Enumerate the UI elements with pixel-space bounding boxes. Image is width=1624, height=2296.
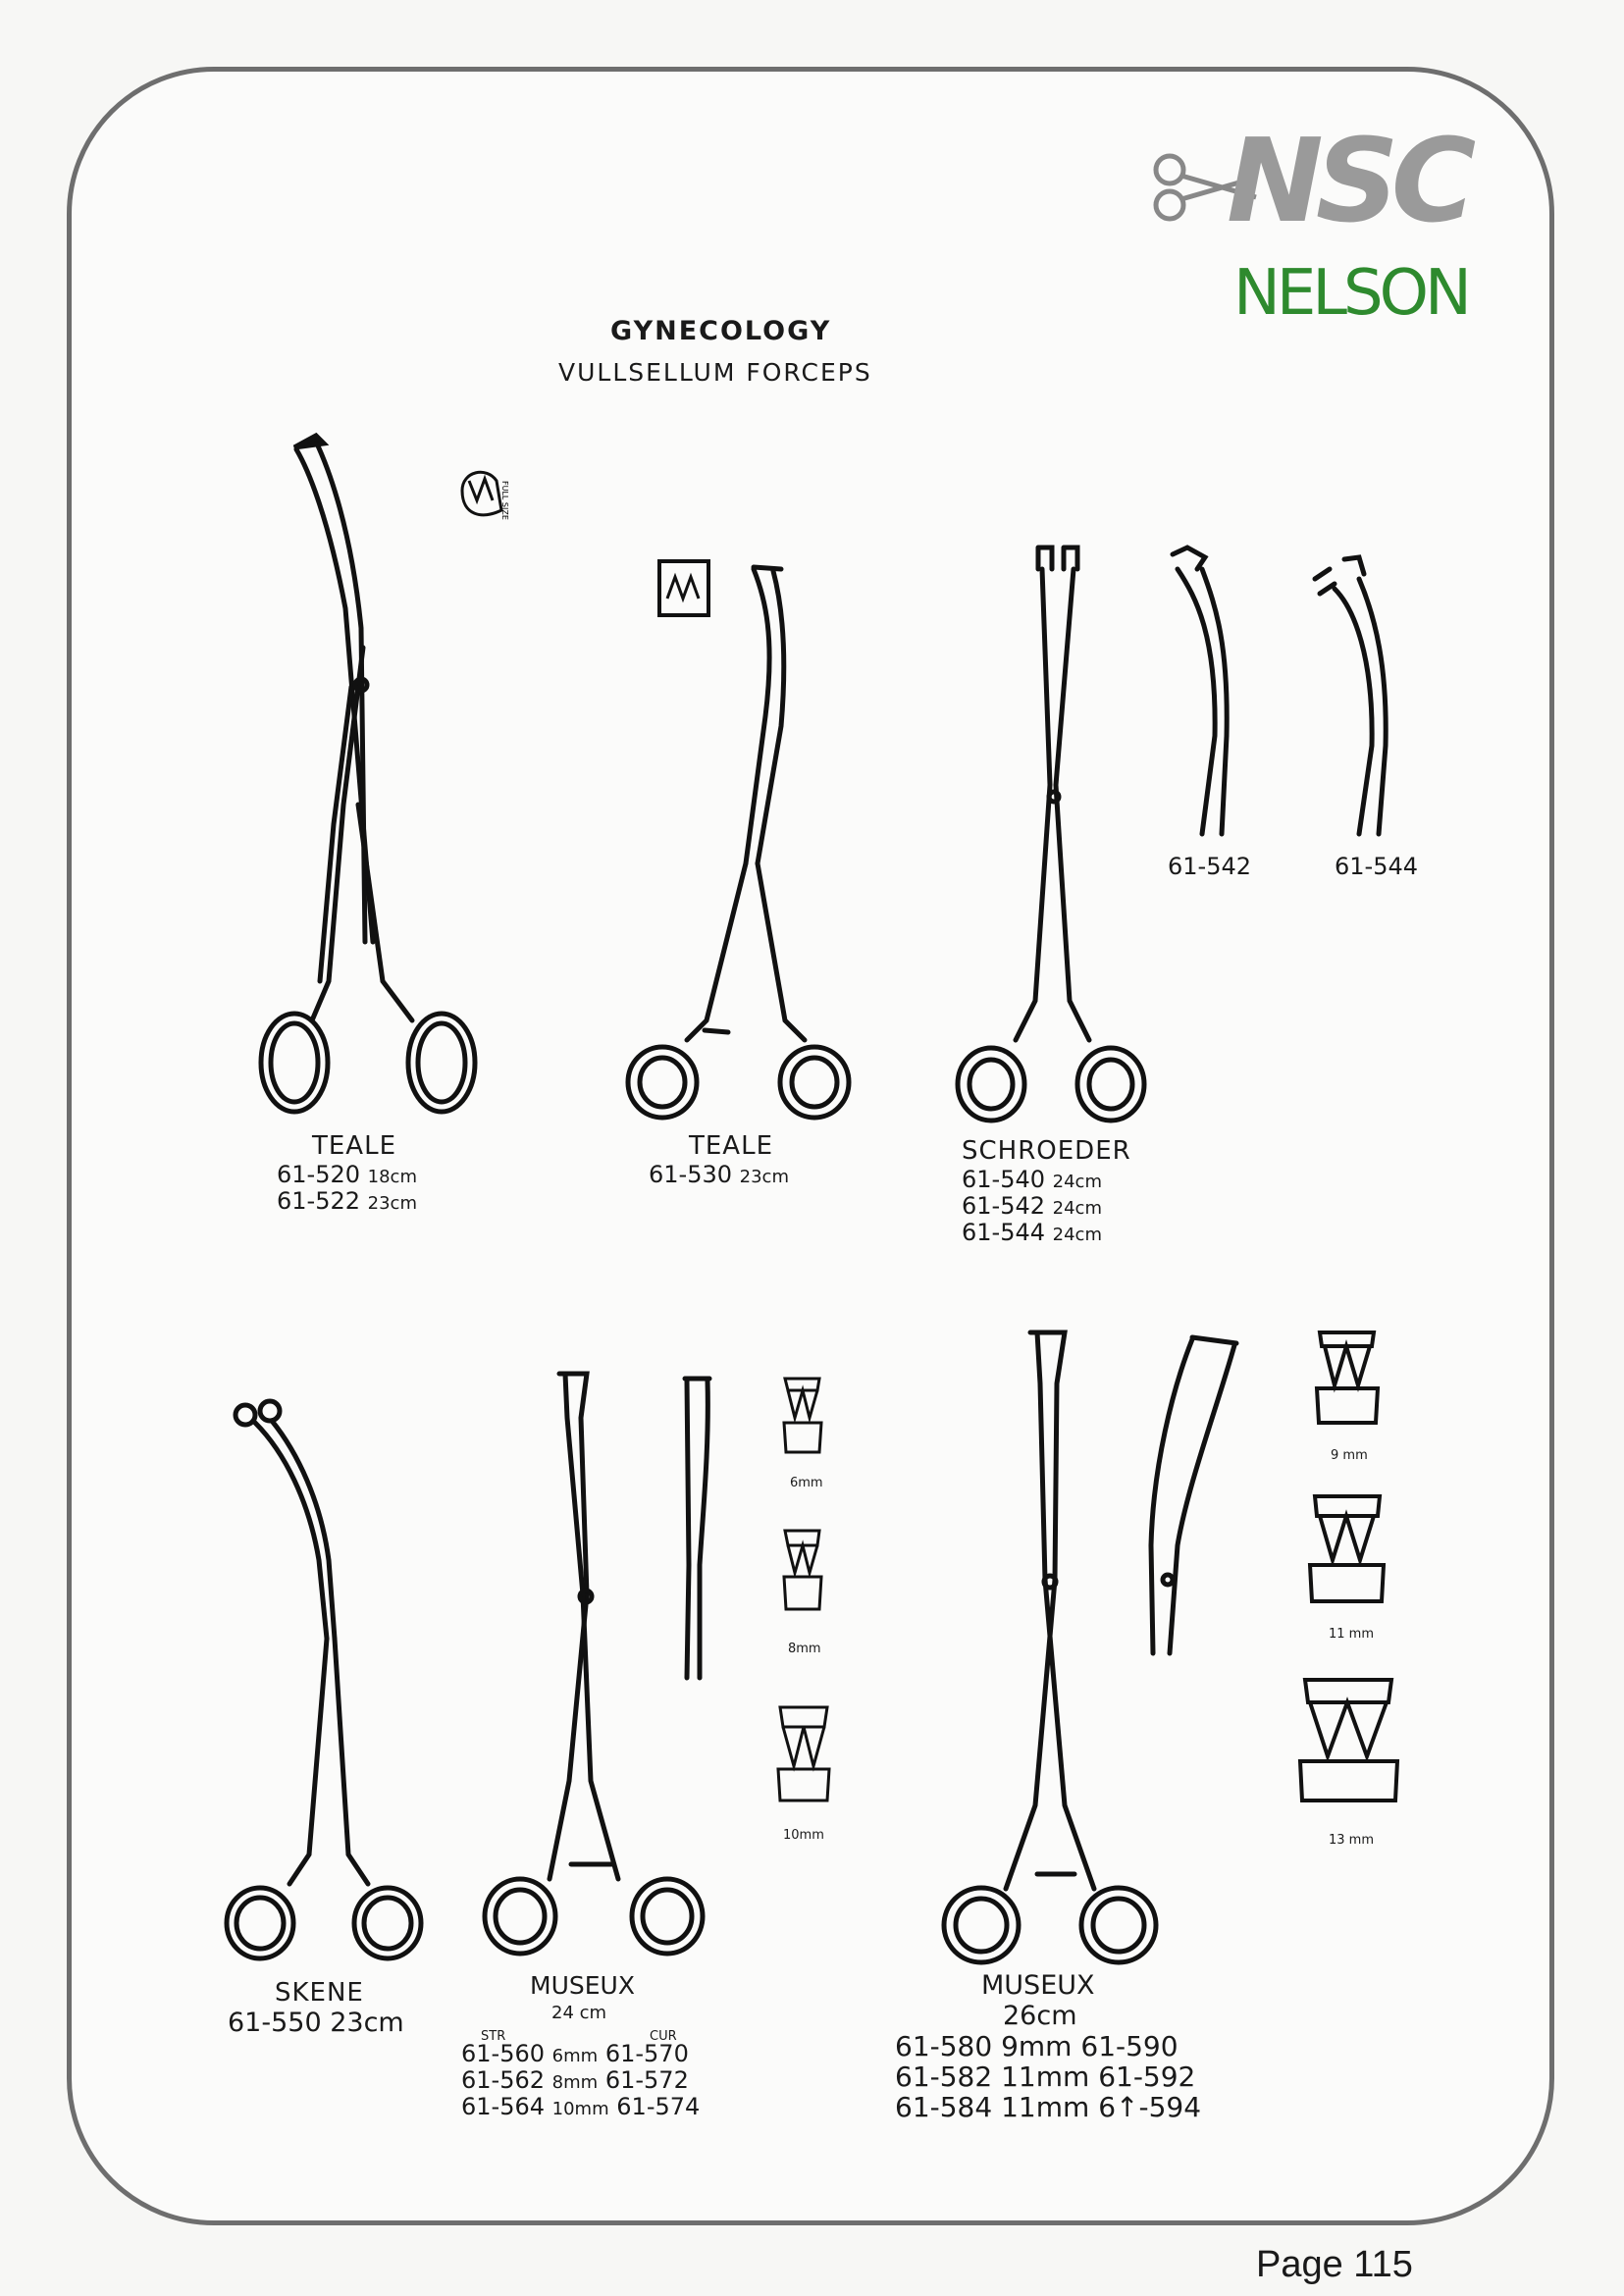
museux-26-forceps-illustration bbox=[927, 1325, 1173, 1962]
museux-24-str-label: STR bbox=[481, 2029, 506, 2044]
jaw-size-8mm: 8mm bbox=[788, 1642, 821, 1656]
museux-24-jaw-sizes bbox=[770, 1369, 839, 1840]
museux-26-row-1: 61-580 9mm 61-590 bbox=[895, 2030, 1179, 2062]
page-title: GYNECOLOGY bbox=[610, 316, 832, 346]
museux-24-length: 24 cm bbox=[551, 2003, 607, 2023]
teale-2-forceps-illustration bbox=[608, 559, 864, 1119]
museux-26-curved-tip-illustration bbox=[1138, 1330, 1256, 1663]
skene-code: 61-550 23cm bbox=[228, 2008, 404, 2038]
museux-26-row-2: 61-582 11mm 61-592 bbox=[895, 2061, 1196, 2093]
teale-code-1: 61-520 18cm bbox=[277, 1161, 417, 1188]
jaw-detail-icon bbox=[659, 561, 708, 615]
page-subtitle: VULLSELLUM FORCEPS bbox=[558, 358, 872, 387]
jaw-size-10mm: 10mm bbox=[783, 1828, 824, 1843]
museux-26-name: MUSEUX bbox=[981, 1970, 1095, 2001]
schroeder-forceps-illustration bbox=[942, 540, 1158, 1128]
jaw-size-13mm: 13 mm bbox=[1329, 1833, 1375, 1848]
page-number: Page 115 bbox=[1256, 2244, 1413, 2285]
schroeder-code-2: 61-542 24cm bbox=[962, 1192, 1102, 1220]
skene-name: SKENE bbox=[275, 1978, 364, 2008]
museux-24-row-3: 61-564 10mm 61-574 bbox=[461, 2093, 701, 2120]
museux-24-row-2: 61-562 8mm 61-572 bbox=[461, 2066, 689, 2094]
teale-2-name: TEALE bbox=[689, 1131, 774, 1161]
museux-24-curved-tip-illustration bbox=[675, 1369, 734, 1683]
skene-forceps-illustration bbox=[211, 1393, 437, 1962]
museux-24-row-1: 61-560 6mm 61-570 bbox=[461, 2040, 689, 2067]
teale-forceps-illustration bbox=[236, 432, 491, 1119]
teale-code-2: 61-522 23cm bbox=[277, 1187, 417, 1215]
museux-26-row-3: 61-584 11mm 6↑-594 bbox=[895, 2091, 1202, 2123]
museux-24-cur-label: CUR bbox=[650, 2029, 677, 2044]
jaw-size-6mm: 6mm bbox=[790, 1476, 823, 1490]
jaw-size-11mm: 11 mm bbox=[1329, 1627, 1375, 1642]
logo-letters: NSC bbox=[1227, 113, 1469, 248]
tip-61-544-illustration bbox=[1305, 549, 1403, 844]
tip-label-61-542: 61-542 bbox=[1168, 853, 1252, 880]
full-size-label: FULL SIZE bbox=[500, 481, 509, 520]
museux-24-name: MUSEUX bbox=[530, 1971, 635, 2000]
tip-61-542-illustration bbox=[1158, 540, 1256, 844]
teale-2-code: 61-530 23cm bbox=[649, 1161, 789, 1188]
jaw-size-9mm: 9 mm bbox=[1331, 1448, 1368, 1463]
tip-label-61-544: 61-544 bbox=[1335, 853, 1419, 880]
teale-name: TEALE bbox=[312, 1131, 397, 1161]
schroeder-name: SCHROEDER bbox=[962, 1136, 1131, 1166]
logo-name: NELSON bbox=[1233, 257, 1468, 330]
museux-26-jaw-sizes bbox=[1295, 1325, 1403, 1825]
schroeder-code-3: 61-544 24cm bbox=[962, 1219, 1102, 1246]
teeth-full-size-icon bbox=[457, 461, 516, 530]
nelson-logo bbox=[1148, 113, 1482, 334]
museux-26-length: 26cm bbox=[1003, 2001, 1077, 2031]
schroeder-code-1: 61-540 24cm bbox=[962, 1166, 1102, 1193]
